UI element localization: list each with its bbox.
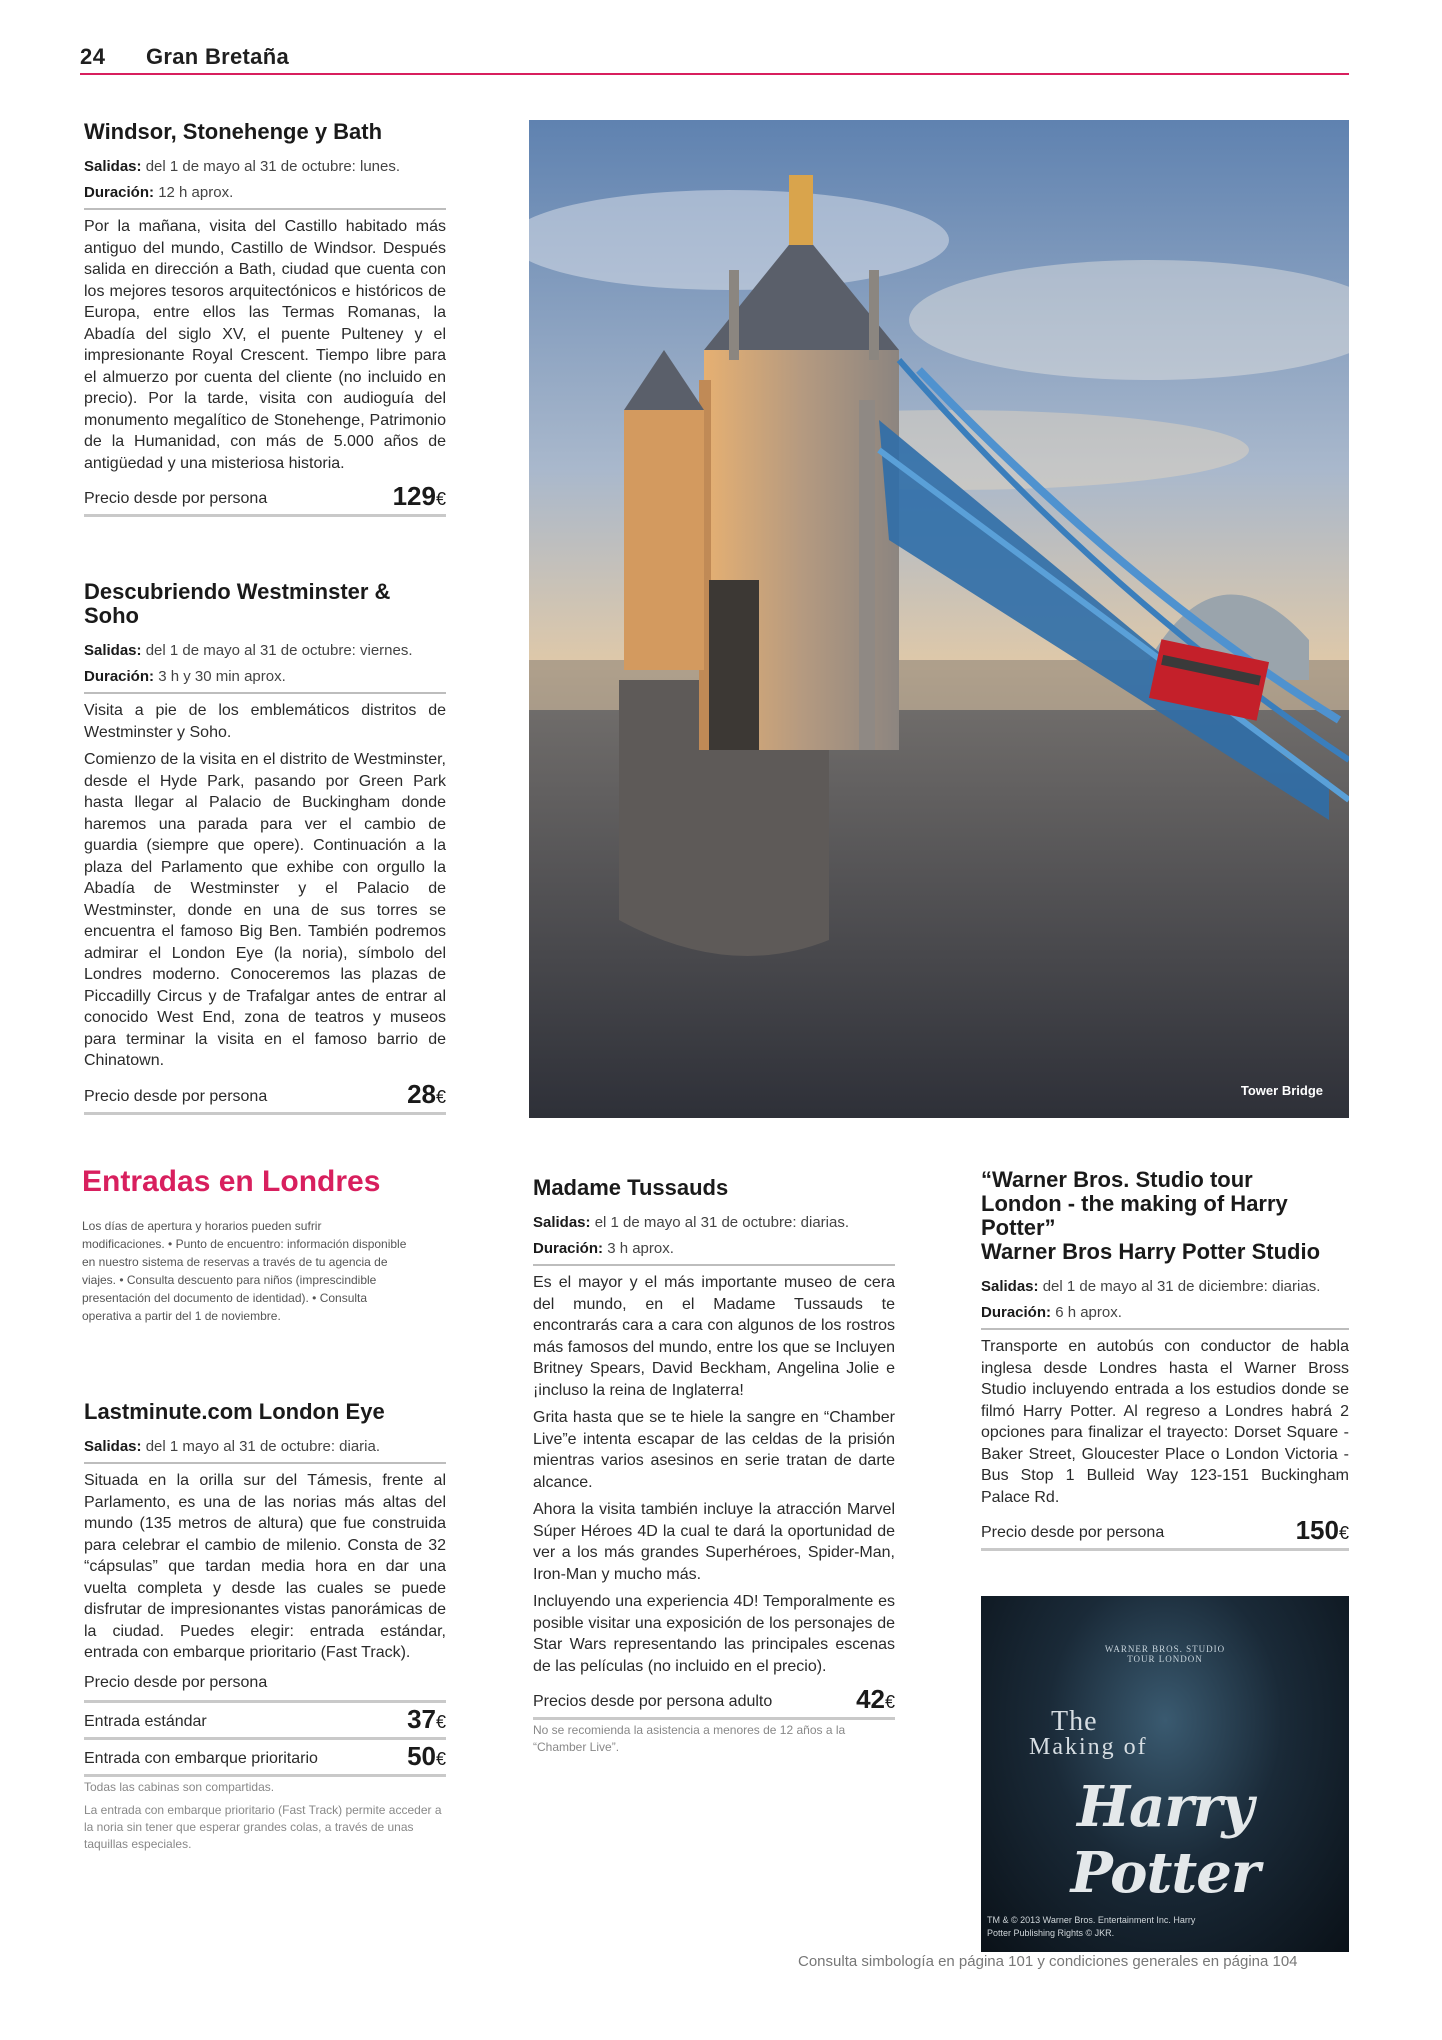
tower-bridge-photo [529,120,1349,1118]
divider [84,1774,446,1777]
option-label: Entrada estándar [84,1712,207,1730]
tower-bridge-illustration [529,120,1349,1118]
divider [84,1112,446,1115]
tour-salidas: Salidas: del 1 de mayo al 31 de diciembre: diarias. [981,1278,1321,1295]
tour-title: Windsor, Stonehenge y Bath [84,119,383,144]
tour-paragraph: Incluyendo una experiencia 4D! Temporalmente es posible visitar una exposición de los personajes de Star Wars representando las principales escenas de las películas (no incluido en el precio). [533,1593,895,1675]
footer-note: Consulta simbología en página 101 y condiciones generales en página 104 [798,1953,1298,1970]
london-eye [84,1400,446,1853]
price-row [533,1683,895,1717]
tour-intro: Visita a pie de los emblemáticos distritos de Westminster y Soho. [84,702,446,741]
divider [84,1462,446,1464]
tour-subtitle: Warner Bros Harry Potter Studio [981,1239,1321,1264]
tour-title: Madame Tussauds [533,1175,729,1200]
poster-the: The [1051,1706,1098,1737]
option-price: 37€ [407,1703,446,1734]
price-value: 28€ [407,1078,446,1109]
tour-description: Situada en la orilla sur del Támesis, frente al Parlamento, es una de las norias más altas del mundo (135 metros de altura) que fue construida para celebrar el cambio de milenio. Consta de 32 “cápsulas” que tardan media hora en dar una vuelta completa y desde las cuales se puede disfrutar de impresionantes vistas panorámicas de la ciudad. Puedes elegir: entrada estándar, entrada con embarque prioritario (Fast Track). [84,1472,446,1661]
price-row [84,480,446,514]
harry-potter-poster [981,1596,1349,1952]
madame-tussauds [533,1176,895,1756]
price-label: Precio desde por persona [84,490,268,507]
tour-duracion: Duración: 3 h y 30 min aprox. [84,668,286,685]
price-row-standard [84,1703,446,1737]
note-chamber-live: No se recomienda la asistencia a menores de 12 años a la “Chamber Live”. [533,1723,846,1754]
tour-title: “Warner Bros. Studio tour London - the making of Harry Potter” [981,1167,1288,1240]
price-value: 150€ [1295,1515,1349,1545]
tour-duracion: Duración: 3 h aprox. [533,1240,674,1257]
note-shared-cabins: Todas las cabinas son compartidas. [84,1779,275,1794]
price-value: 42€ [856,1684,895,1714]
page-number: 24 [80,44,106,69]
section-heading: Entradas en Londres [82,1165,381,1198]
harry-potter-logo: Harry Potter [1070,1774,1260,1906]
tour-paragraph: Ahora la visita también incluye la atracción Marvel Súper Héroes 4D la cual te dará la oportunidad de ver a los más grandes Superhéroes, Spider-Man, Iron-Man y mucho más. [533,1501,895,1583]
option-label: Entrada con embarque prioritario [84,1749,318,1767]
entradas-note: Los días de apertura y horarios pueden sufrir modificaciones. • Punto de encuentro: información disponible en nuestro sistema de reservas a través de tu agencia de viajes. • Consulta descuento para niños (imprescindible presentación del documento de identidad). • Consulta operativa a partir del 1 de noviembre. [82,1219,407,1323]
divider [84,692,446,694]
tour-salidas: Salidas: del 1 mayo al 31 de octubre: diaria. [84,1438,381,1455]
divider [533,1264,895,1266]
tour-description: Por la mañana, visita del Castillo habitado más antiguo del mundo, Castillo de Windsor. Después salida en dirección a Bath, ciudad que cuenta con los mejores tesoros arquitectónicos e históricos de Europa, entre ellos las Termas Romanas, la Abadía del siglo XV, el puente Pulteney y el impresionante Royal Crescent. Tiempo libre para el almuerzo por cuenta del cliente (no incluido en precio). Por la tarde, visita con audioguía del monumento megalítico de Stonehenge, Patrimonio de la Humanidad, con más de 5.000 años de antigüedad y una misteriosa historia. [84,218,446,472]
price-value: 129€ [392,481,446,511]
tour-duracion: Duración: 12 h aprox. [84,184,234,201]
tour-title: Descubriendo Westminster & Soho [84,579,391,628]
price-row-fast-track [84,1740,446,1774]
studio-tour-logo: WARNER BROS. STUDIO TOUR LONDON [1104,1644,1226,1664]
tour-title: Lastminute.com London Eye [84,1399,385,1424]
tour-salidas: Salidas: del 1 de mayo al 31 de octubre: viernes. [84,642,413,659]
tour-westminster [84,580,446,1115]
price-label: Precio desde por persona [84,1087,268,1105]
tour-paragraph: Es el mayor y el más importante museo de cera del mundo, en el Madame Tussauds te encontrarás cara a cara con algunos de los rostros más famosos del mundo, entre los que se Incluyen Britney Spears, David Beckham, Angelina Jolie e ¡incluso la reina de Inglaterra! [533,1274,895,1399]
divider [981,1548,1349,1551]
copyright-note: TM & © 2013 Warner Bros. Entertainment Inc. Harry Potter Publishing Rights © JKR. [987,1915,1196,1938]
price-row [84,1078,446,1112]
tour-description: Transporte en autobús con conductor de habla inglesa desde Londres hasta el Warner Bross Studio incluyendo entrada a los estudios donde se filmó Harry Potter. Al regreso a Londres habrá 2 opciones para finalizar el trayecto: Dorset Square - Baker Street, Gloucester Place o London Victoria - Bus Stop 1 Bulleid Way 123-151 Buckingham Palace Rd. [981,1338,1349,1506]
tour-description: Comienzo de la visita en el distrito de Westminster, desde el Hyde Park, pasando por Green Park hasta llegar al Palacio de Buckingham donde haremos una parada para ver el cambio de guardia (siempre que opere). Continuación a la plaza del Parlamento que exhibe con orgullo la Abadía de Westminster y el Palacio de Westminster, donde en una de sus torres se encuentra el famoso Big Ben. También podremos admirar el London Eye (la noria), símbolo del Londres moderno. Conoceremos las plazas de Piccadilly Circus y de Trafalgar antes de entrar al conocido West End, zona de teatros y museos para terminar la visita en el famoso barrio de Chinatown. [84,751,446,1069]
note-fast-track: La entrada con embarque prioritario (Fast Track) permite acceder a la noria sin tener que esperar grandes colas, a través de unas taquillas especiales. [84,1802,442,1851]
photo-caption: Tower Bridge [1240,1083,1323,1098]
tour-paragraph: Grita hasta que se te hiele la sangre en “Chamber Live”e intenta escapar de las celdas de la prisión mientras varios asesinos en serie tratan de darte alcance. [533,1409,895,1491]
tour-duracion: Duración: 6 h aprox. [981,1304,1122,1321]
divider [84,208,446,210]
price-label: Precio desde por persona [981,1524,1165,1541]
header-rule [80,73,1349,75]
poster-making-of: Making of [1029,1734,1148,1760]
divider [533,1717,895,1720]
tour-windsor [84,120,446,517]
entradas-section [82,1165,412,1325]
price-label: Precios desde por persona adulto [533,1693,773,1710]
warner-bros-tour [981,1168,1349,1551]
divider [84,514,446,517]
divider [981,1328,1349,1330]
price-row [981,1514,1349,1548]
option-price: 50€ [407,1740,446,1771]
tour-salidas: Salidas: del 1 de mayo al 31 de octubre: lunes. [84,158,401,175]
section-title: Gran Bretaña [146,44,289,69]
price-label: Precio desde por persona [84,1673,268,1691]
tour-salidas: Salidas: el 1 de mayo al 31 de octubre: diarias. [533,1214,850,1231]
